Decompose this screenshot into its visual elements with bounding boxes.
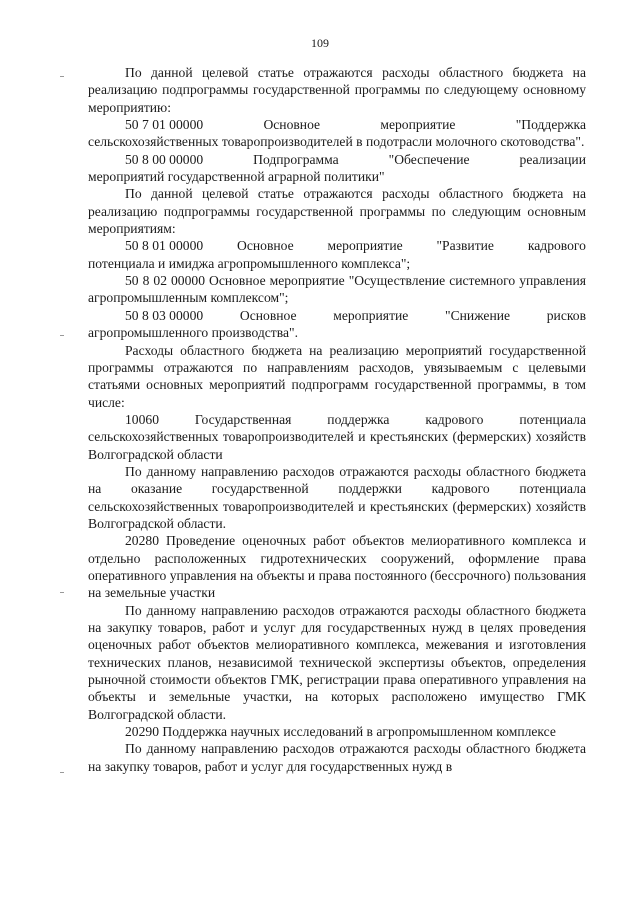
paragraph: 20290 Поддержка научных исследований в агропромышленном комплексе — [125, 724, 556, 740]
margin-mark — [60, 772, 64, 773]
paragraph: По данной целевой статье отражаются расходы областного бюджета на реализацию подпрограммы государственной программы по следующему основному мероприятию: — [88, 65, 586, 115]
margin-mark — [60, 335, 64, 336]
margin-mark — [60, 76, 64, 77]
code-line: 50 8 00 00000 Подпрограмма "Обеспечение реализации — [125, 151, 586, 167]
paragraph: По данной целевой статье отражаются расходы областного бюджета на реализацию подпрограммы государственной программы по следующим основным мероприятиям: — [88, 186, 586, 237]
paragraph: агропромышленного производства". — [88, 325, 298, 341]
paragraph: потенциала и имиджа агропромышленного комплекса"; — [88, 255, 411, 271]
paragraph: 20280 Проведение оценочных работ объектов мелиоративного комплекса и отдельно расположенных гидротехнических сооружений, оформление права оперативного управления на объекты и права постоянного (бессрочного) пользования на земельные участки — [88, 533, 586, 601]
paragraph: По данному направлению расходов отражаются расходы областного бюджета на закупку товаров, работ и услуг для государственных нужд в целях проведения оценочных работ объектов мелиоративного комплекса, межевания и изготовления технических планов, независимой технической экспертизы объектов, определения рыночной стоимости объектов ГМК, регистрации права оперативного управления на объекты и земельные участки, на которых расположено имущество ГМК Волгоградской области. — [88, 602, 586, 722]
code-line: 50 8 01 00000 Основное мероприятие "Развитие кадрового — [125, 238, 586, 254]
page-number: 109 — [311, 36, 329, 50]
paragraph: 10060 Государственная поддержка кадрового потенциала сельскохозяйственных товаропроизводителей и крестьянских (фермерских) хозяйств Волгоградской области — [88, 411, 586, 462]
paragraph: По данному направлению расходов отражаются расходы областного бюджета на оказание государственной поддержки кадрового потенциала сельскохозяйственных товаропроизводителей и крестьянских (фермерских) хозяйств Волгоградской области. — [88, 463, 586, 531]
paragraph: Расходы областного бюджета на реализацию мероприятий государственной программы отражаются по направлениям расходов, увязываемым с целевыми статьями основных мероприятий подпрограмм государственной программы, в том числе: — [88, 342, 586, 410]
code-line: 50 7 01 00000 Основное мероприятие "Поддержка — [125, 117, 586, 133]
document-body — [88, 64, 586, 775]
margin-mark — [60, 592, 64, 593]
paragraph: мероприятий государственной аграрной политики" — [88, 169, 385, 185]
paragraph: По данному направлению расходов отражаются расходы областного бюджета на закупку товаров, работ и услуг для государственных нужд в — [88, 741, 586, 774]
paragraph: сельскохозяйственных товаропроизводителей в подотрасли молочного скотоводства". — [88, 134, 585, 150]
code-line: 50 8 03 00000 Основное мероприятие "Снижение рисков — [125, 307, 586, 323]
paragraph: 50 8 02 00000 Основное мероприятие "Осуществление системного управления агропромышленным комплексом"; — [88, 273, 586, 306]
